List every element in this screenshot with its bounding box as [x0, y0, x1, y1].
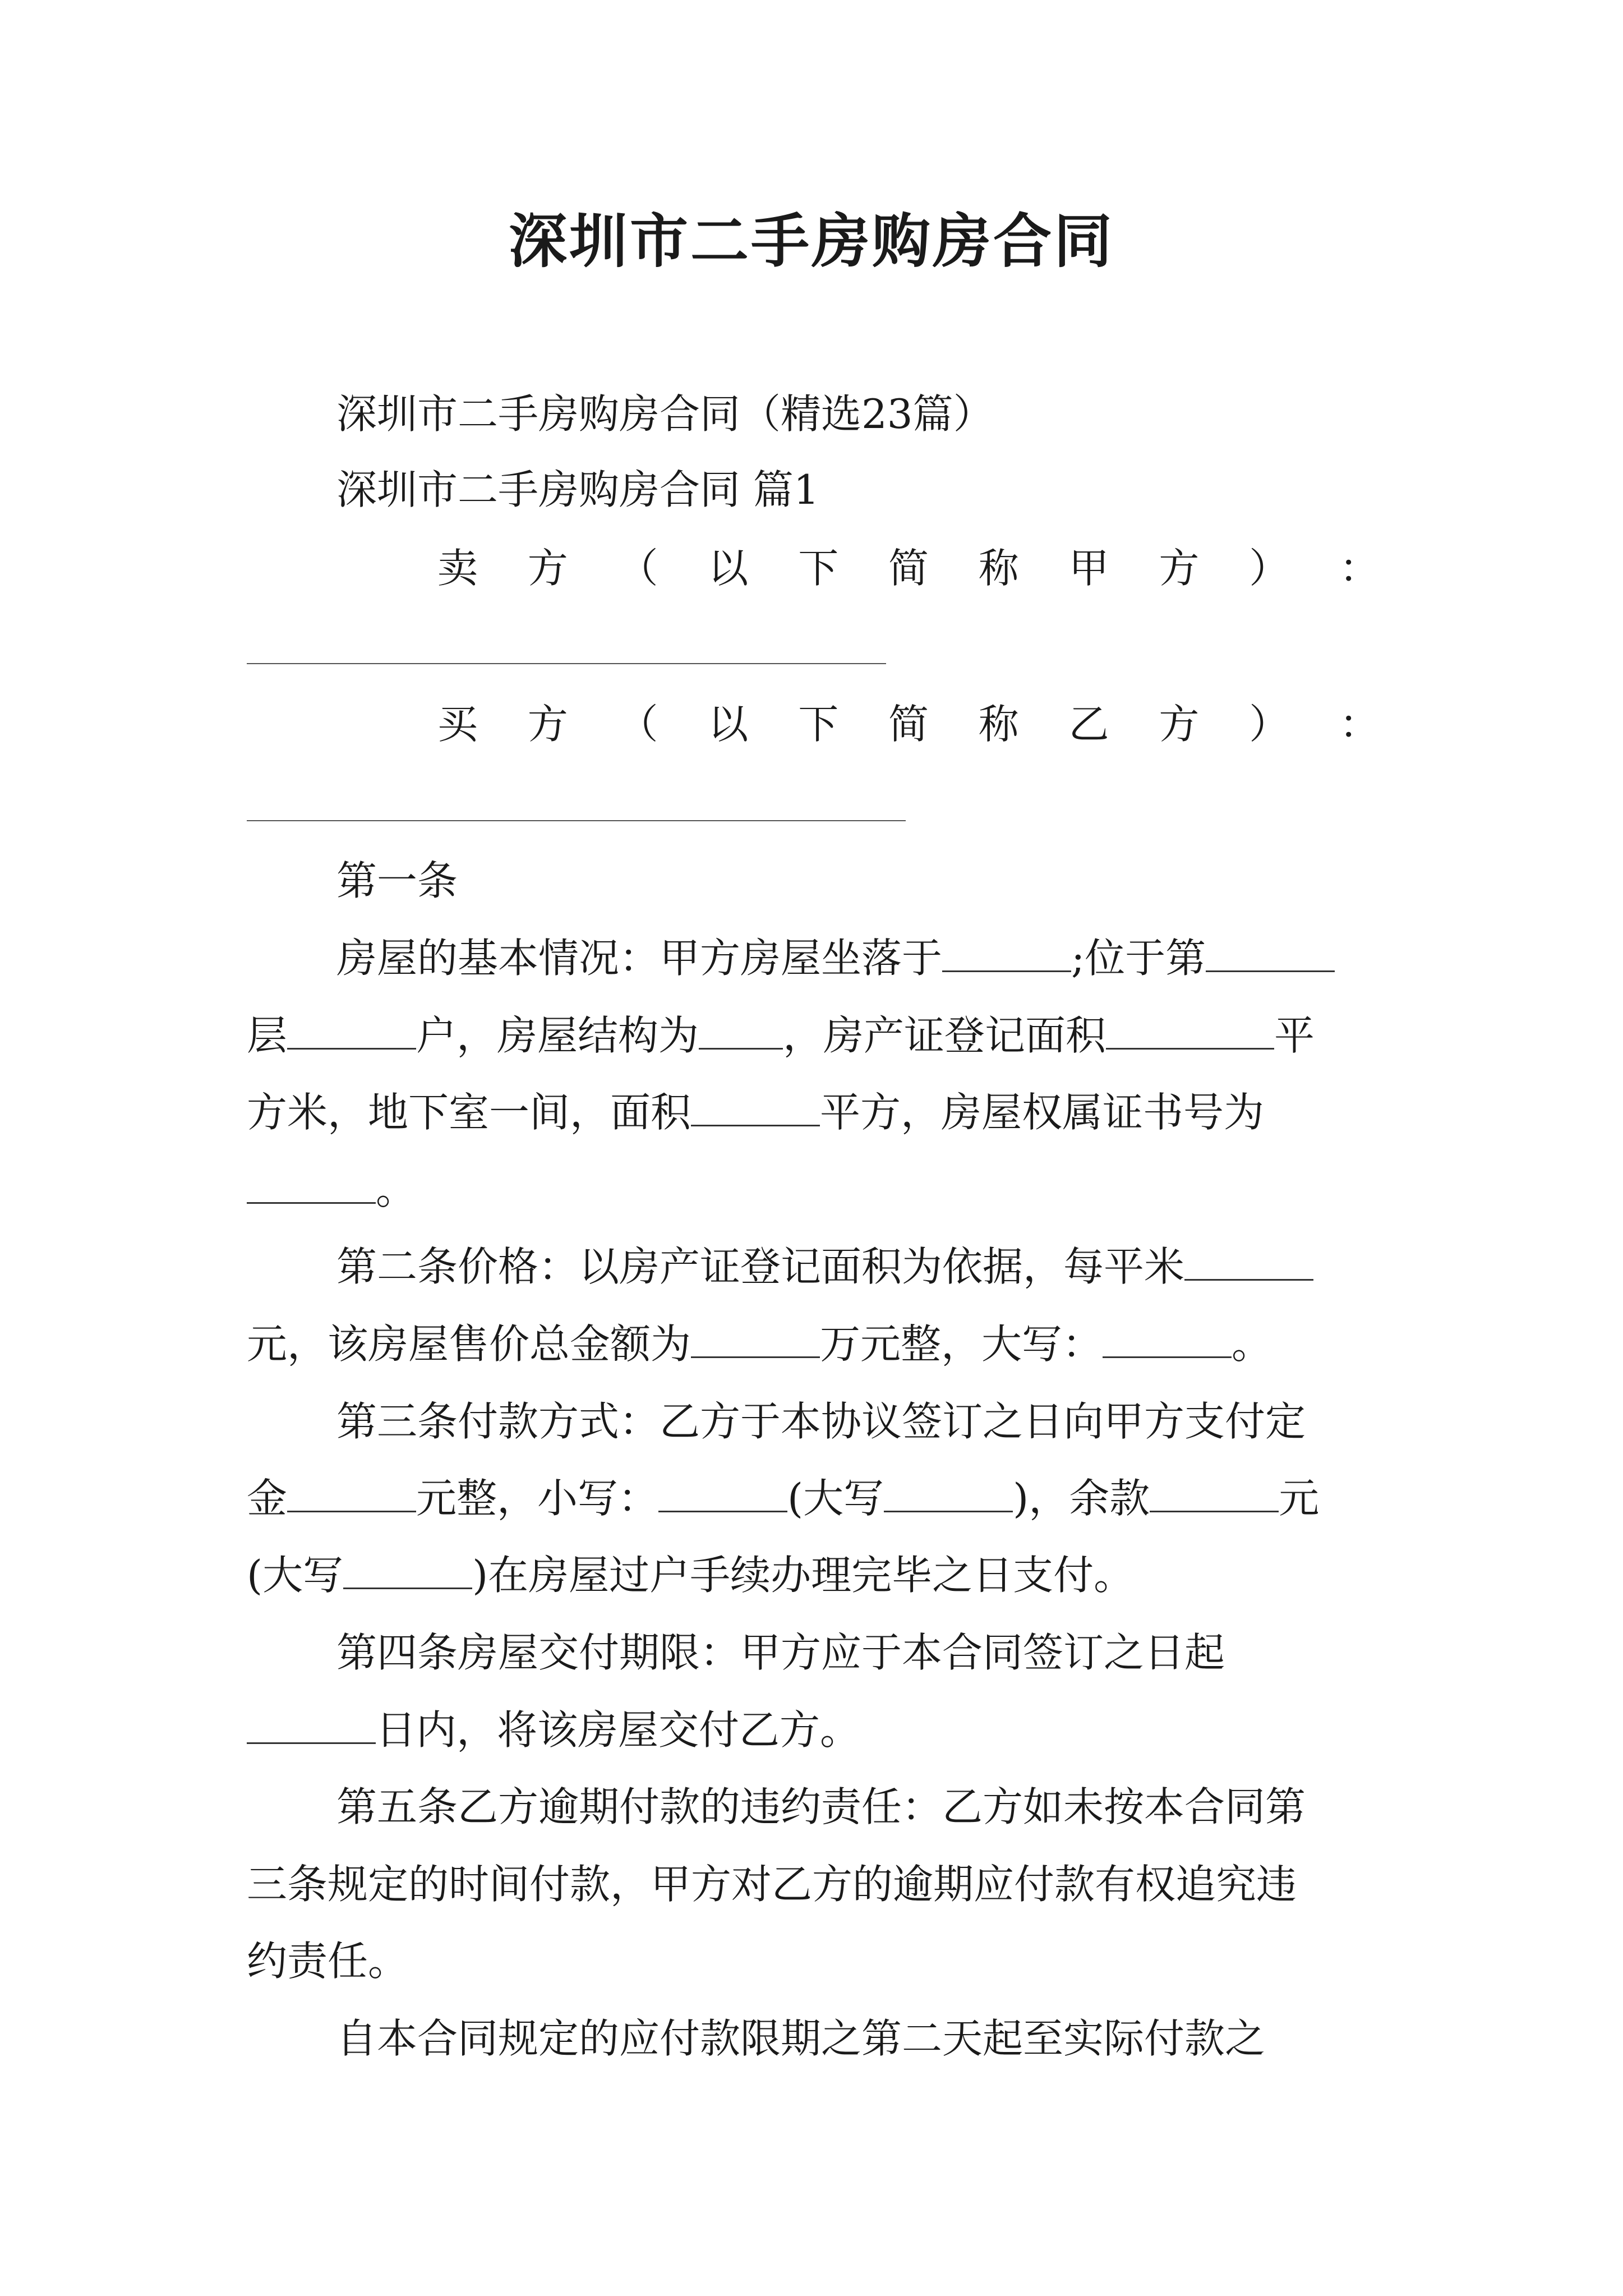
balance-blank [1150, 1477, 1279, 1512]
article-5-paragraph-2-line-1: 自本合同规定的应付款限期之第二天起至实际付款之 [336, 2015, 1266, 2062]
buyer-char: 称 [978, 701, 1019, 748]
seller-char: 甲 [1068, 545, 1109, 592]
seller-line [437, 541, 1380, 595]
deposit-blank [287, 1477, 416, 1512]
document-subtitle: 深圳市二手房购房合同（精选23篇） [336, 390, 994, 438]
certificate-number-blank [247, 1168, 376, 1204]
buyer-line [437, 697, 1380, 751]
structure-blank [699, 1014, 783, 1050]
article-5-line-3: 约责任。 [247, 1938, 409, 1985]
document-title: 深圳市二手房购房合同 [508, 206, 1114, 275]
buyer-char: 简 [888, 701, 929, 748]
buyer-name-blank [247, 820, 906, 821]
price-per-sqm-blank [1184, 1245, 1313, 1281]
location-blank [942, 937, 1071, 972]
seller-char: 方 [527, 545, 568, 592]
seller-char: ： [1339, 545, 1380, 592]
delivery-days-blank [247, 1709, 376, 1744]
buyer-char: （ [617, 701, 658, 748]
article-2-line-1: 第二条价格：以房产证登记面积为依据，每平米 [336, 1240, 1313, 1294]
article-2-line-2: 元，该房屋售价总金额为 万元整，大写： 。 [247, 1320, 1272, 1368]
deposit-uppercase-blank [884, 1477, 1013, 1512]
article-5-line-1: 第五条乙方逾期付款的违约责任：乙方如未按本合同第 [336, 1783, 1306, 1830]
buyer-char: 方 [527, 701, 568, 748]
seller-char: 下 [798, 545, 839, 592]
article-1-line-4: 。 [247, 1163, 416, 1217]
total-price-uppercase-blank [1103, 1323, 1232, 1358]
buyer-char: 买 [437, 701, 478, 748]
seller-char: 以 [708, 545, 749, 592]
deposit-number-blank [658, 1477, 787, 1512]
seller-char: ） [1249, 545, 1290, 592]
seller-char: （ [617, 545, 658, 592]
seller-char: 称 [978, 545, 1019, 592]
article-1-line-3: 方米，地下室一间，面积 平方，房屋权属证书号为 [247, 1089, 1265, 1136]
seller-char: 卖 [437, 545, 478, 592]
floor-blank [1206, 937, 1335, 972]
article-3-line-3: (大写 )在房屋过户手续办理完毕之日支付。 [247, 1552, 1135, 1599]
article-3-line-2: 金 元整，小写： (大写 )，余款 元 [247, 1475, 1320, 1522]
balance-uppercase-blank [343, 1554, 472, 1589]
seller-name-blank [247, 663, 886, 664]
basement-area-blank [691, 1091, 820, 1126]
buyer-char: 乙 [1068, 701, 1109, 748]
total-price-blank [691, 1323, 820, 1358]
buyer-char: 以 [708, 701, 749, 748]
section-heading: 深圳市二手房购房合同 篇1 [336, 466, 819, 513]
buyer-char: 方 [1159, 701, 1200, 748]
seller-char: 方 [1159, 545, 1200, 592]
seller-char: 简 [888, 545, 929, 592]
article-1-line-1: 房屋的基本情况：甲方房屋坐落于 ;位于第 [336, 931, 1335, 985]
buyer-char: ） [1249, 701, 1290, 748]
article-1-heading: 第一条 [336, 857, 458, 904]
article-5-line-2: 三条规定的时间付款，甲方对乙方的逾期应付款有权追究违 [247, 1861, 1297, 1908]
buyer-char: ： [1339, 701, 1380, 748]
article-3-line-1: 第三条付款方式：乙方于本协议签订之日向甲方支付定 [336, 1398, 1306, 1445]
article-1-line-2: 层 户，房屋结构为 ，房产证登记面积 平 [247, 1012, 1315, 1059]
buyer-char: 下 [798, 701, 839, 748]
article-4-line-2: 日内，将该房屋交付乙方。 [247, 1703, 860, 1757]
unit-blank [287, 1014, 416, 1050]
article-4-line-1: 第四条房屋交付期限：甲方应于本合同签订之日起 [336, 1629, 1225, 1676]
area-blank [1106, 1014, 1274, 1050]
